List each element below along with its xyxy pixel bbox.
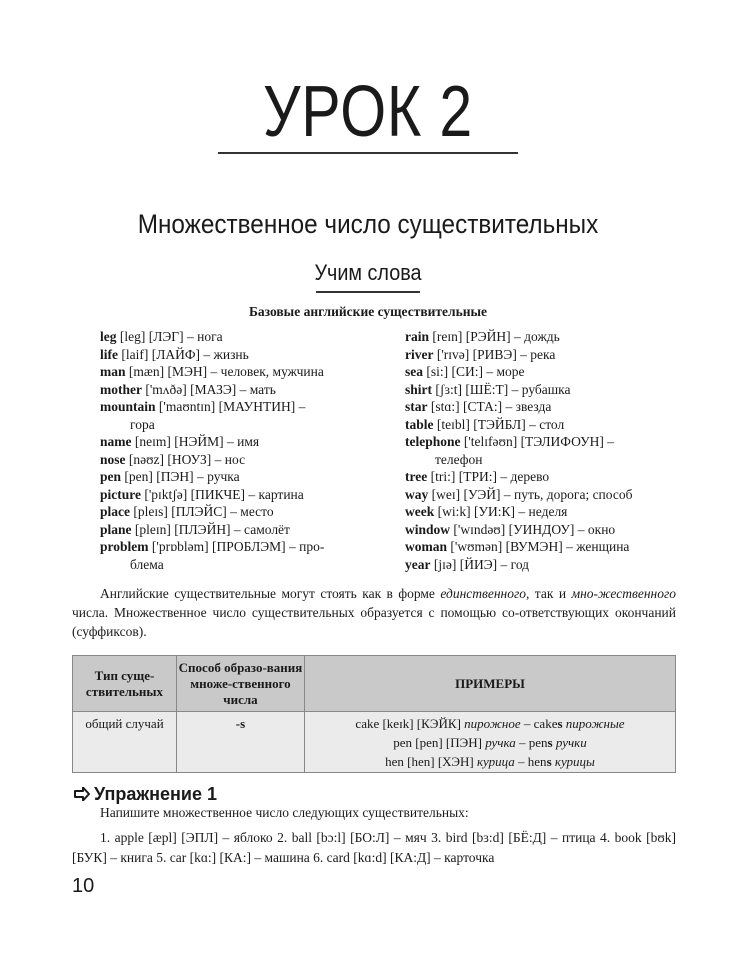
vocab-entry: mother ['mʌðə] [МАЗЭ] – мать: [100, 381, 276, 397]
vocab-entry: sea [si:] [СИ:] – море: [405, 364, 525, 379]
vocab-entry: shirt [ʃɜ:t] [ШЁ:Т] – рубашка: [405, 381, 571, 397]
vocab-entry: problem ['prɒbləm] [ПРОБЛЭМ] – про- блема: [100, 539, 325, 572]
subsection-title: Учим слова: [314, 260, 422, 285]
vocab-entry: year [jɪə] [ЙИЭ] – год: [405, 556, 530, 572]
example-line: pen [pen] [ПЭН] ручка – pens ручки: [393, 735, 587, 750]
table-header-row: [73, 656, 676, 712]
cell-method: -s: [177, 712, 305, 773]
table-row: [73, 712, 676, 773]
plural-rules-table: [72, 655, 676, 773]
vocab-entry: window ['wɪndəʊ] [УИНДОУ] – окно: [405, 521, 616, 537]
exercise-words: 1. apple [æpl] [ЭПЛ] – яблоко 2. ball [bɔ:l] [БО:Л] – мяч 3. bird [bɜ:d] [БЁ:Д] – птица 4. book [bʊk] [БУК] – книга 5. car [kɑ:] [КА:] – машина 6. card [kɑ:d] [КА:Д] – карточка: [72, 830, 676, 865]
cell-type: общий случай: [73, 712, 177, 773]
vocab-entry: week [wi:k] [УИ:К] – неделя: [405, 504, 568, 519]
cell-examples: [305, 712, 676, 773]
vocab-entry: rain [reɪn] [РЭЙН] – дождь: [405, 329, 560, 344]
vocab-column-left: [100, 328, 368, 573]
vocab-entry: life [laif] [ЛАЙФ] – жизнь: [100, 346, 249, 362]
vocab-entry: woman ['wʊmən] [ВУМЭН] – женщина: [405, 539, 630, 554]
exercise-instruction: Напишите множественное число следующих существительных:: [100, 805, 469, 820]
vocab-entry: table [teɪbl] [ТЭЙБЛ] – стол: [405, 416, 565, 432]
example-line: cake [keɪk] [КЭЙК] пирожное – cakes пирожные: [355, 716, 625, 731]
vocab-entry: picture ['pɪktʃə] [ПИКЧЕ] – картина: [100, 486, 304, 502]
title-underline: [218, 152, 518, 154]
vocab-column-right: [405, 328, 675, 573]
vocab-entry: telephone ['telɪfəʊn] [ТЭЛИФОУН] – телефон: [405, 434, 615, 467]
vocab-entry: name [neɪm] [НЭЙМ] – имя: [100, 434, 260, 449]
vocab-entry: tree [tri:] [ТРИ:] – дерево: [405, 469, 550, 484]
page-number: 10: [72, 875, 95, 897]
subsection-underline: [316, 291, 420, 293]
example-line: hen [hen] [ХЭН] курица – hens курицы: [385, 754, 595, 769]
vocab-entry: mountain ['maʊntɪn] [МАУНТИН] – гора: [100, 399, 306, 432]
vocab-entry: pen [pen] [ПЭН] – ручка: [100, 469, 240, 484]
vocab-entry: plane [pleɪn] [ПЛЭЙН] – самолёт: [100, 521, 290, 537]
vocab-heading: Базовые английские существительные: [248, 304, 488, 319]
vocab-entry: nose [nəʊz] [НОУЗ] – нос: [100, 451, 246, 467]
explanation-paragraph: Английские существительные могут стоять как в форме единственного, так и мно-жественного числа. Множественное число существительных образуется с помощью со-ответствующих окончаний (суффиксов).: [72, 586, 676, 639]
header-method: Способ образо-вания множе-ственного числа: [177, 656, 305, 712]
vocab-entry: way [weɪ] [УЭЙ] – путь, дорога; способ: [405, 486, 633, 502]
vocab-entry: river ['rɪvə] [РИВЭ] – река: [405, 346, 556, 362]
vocab-entry: man [mæn] [МЭН] – человек, мужчина: [100, 364, 324, 379]
header-examples: ПРИМЕРЫ: [305, 656, 676, 712]
lesson-title: УРОК 2: [262, 72, 474, 152]
section-title: Множественное число существительных: [137, 209, 599, 239]
vocab-entry: star [stɑ:] [СТА:] – звезда: [405, 399, 552, 414]
header-type: Тип суще-ствительных: [73, 656, 177, 712]
exercise-title: Упражнение 1: [94, 784, 217, 804]
vocab-entry: leg [leg] [ЛЭГ] – нога: [100, 329, 223, 344]
arrow-icon: [74, 782, 94, 806]
vocab-entry: place [pleɪs] [ПЛЭЙС] – место: [100, 504, 274, 519]
